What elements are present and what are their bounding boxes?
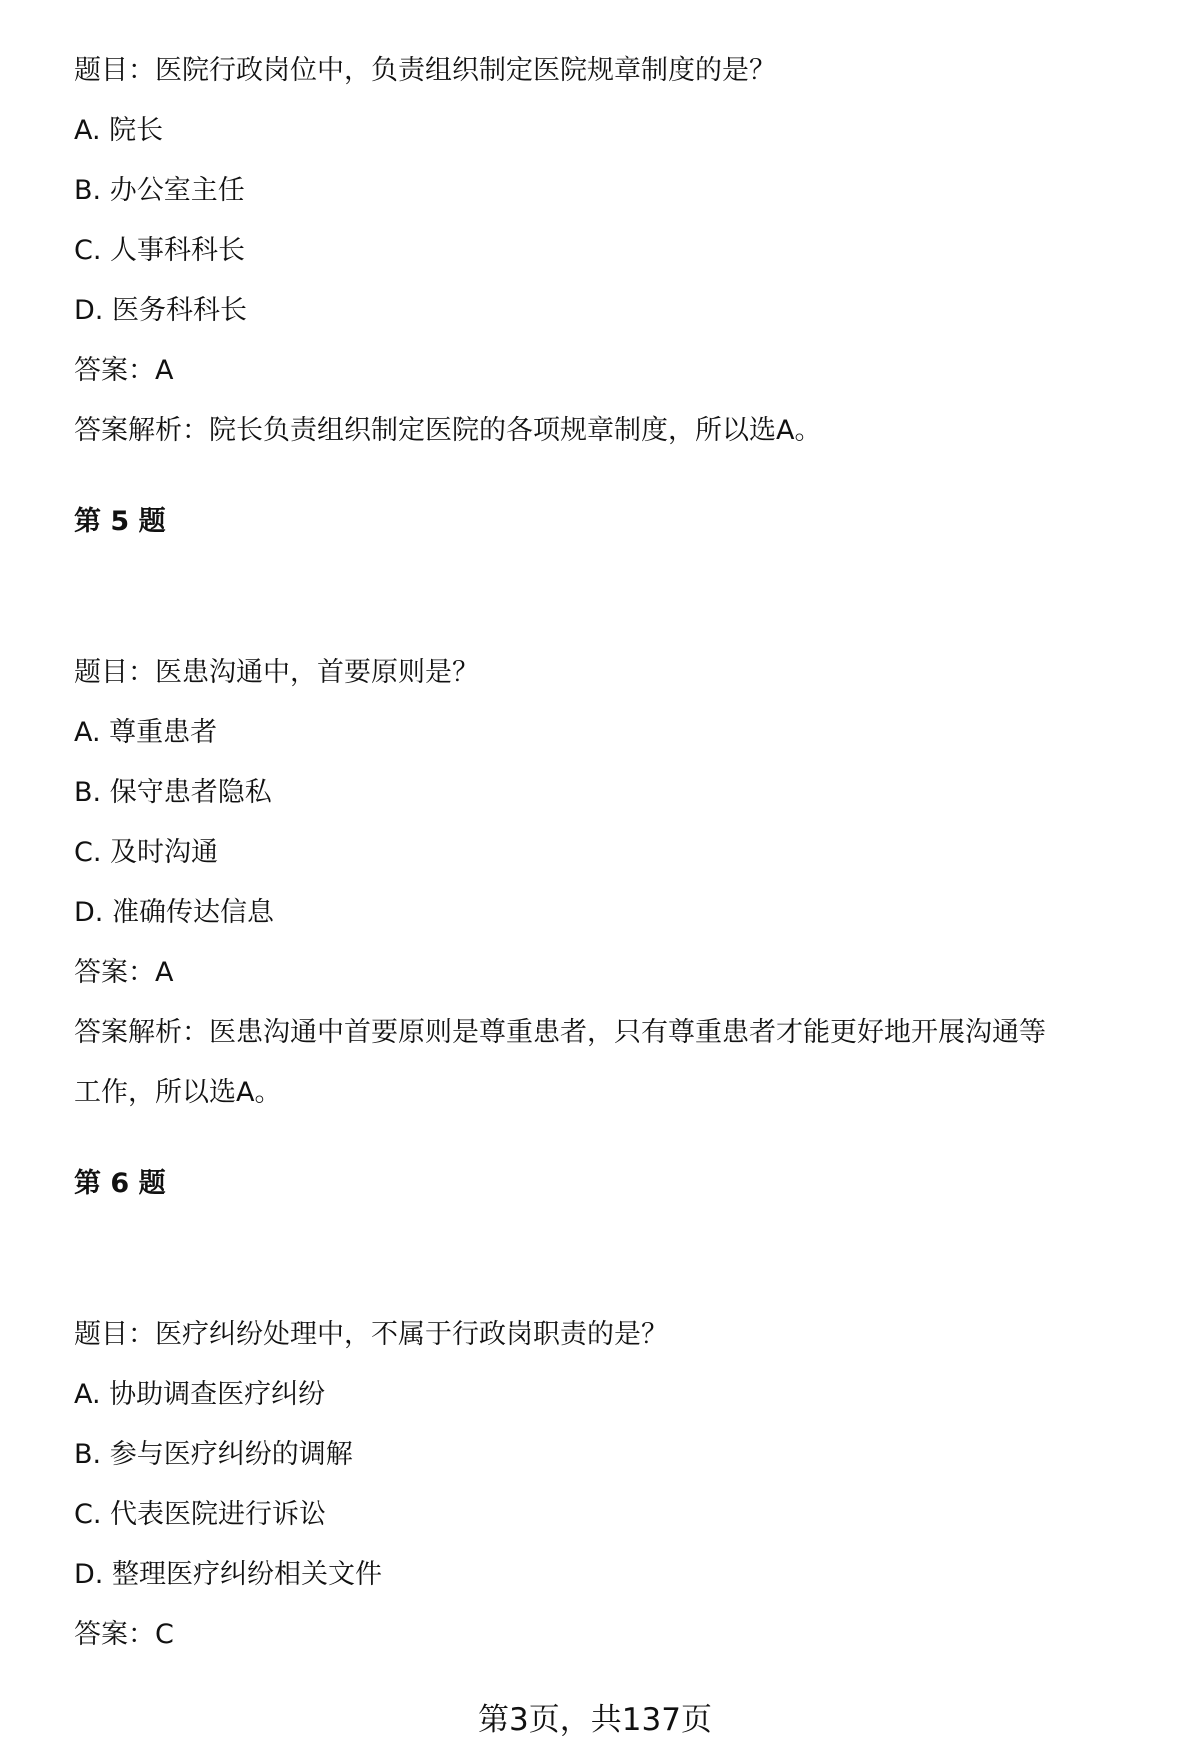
question-heading: 第 6 题 bbox=[74, 1168, 166, 1199]
option-d: D. 整理医疗纠纷相关文件 bbox=[74, 1559, 382, 1590]
answer-analysis-continued: 工作，所以选A。 bbox=[74, 1077, 282, 1108]
option-d: D. 医务科科长 bbox=[74, 295, 247, 326]
question-heading: 第 5 题 bbox=[74, 506, 166, 537]
answer-analysis: 答案解析：医患沟通中首要原则是尊重患者，只有尊重患者才能更好地开展沟通等 bbox=[74, 1017, 1046, 1048]
option-a: A. 协助调查医疗纠纷 bbox=[74, 1379, 326, 1410]
answer: 答案：A bbox=[74, 957, 174, 988]
question-text: 题目：医患沟通中，首要原则是？ bbox=[74, 657, 479, 688]
option-d: D. 准确传达信息 bbox=[74, 897, 274, 928]
answer: 答案：A bbox=[74, 355, 174, 386]
option-c: C. 及时沟通 bbox=[74, 837, 219, 868]
question-text: 题目：医疗纠纷处理中，不属于行政岗职责的是？ bbox=[74, 1319, 668, 1350]
page-number-footer: 第3页，共137页 bbox=[478, 1702, 712, 1738]
answer: 答案：C bbox=[74, 1619, 174, 1650]
option-b: B. 参与医疗纠纷的调解 bbox=[74, 1439, 353, 1470]
option-c: C. 代表医院进行诉讼 bbox=[74, 1499, 327, 1530]
option-b: B. 办公室主任 bbox=[74, 175, 245, 206]
answer-analysis: 答案解析：院长负责组织制定医院的各项规章制度，所以选A。 bbox=[74, 415, 822, 446]
option-b: B. 保守患者隐私 bbox=[74, 777, 272, 808]
question-text: 题目：医院行政岗位中，负责组织制定医院规章制度的是？ bbox=[74, 55, 776, 86]
option-a: A. 尊重患者 bbox=[74, 717, 218, 748]
option-c: C. 人事科科长 bbox=[74, 235, 246, 266]
option-a: A. 院长 bbox=[74, 115, 164, 146]
